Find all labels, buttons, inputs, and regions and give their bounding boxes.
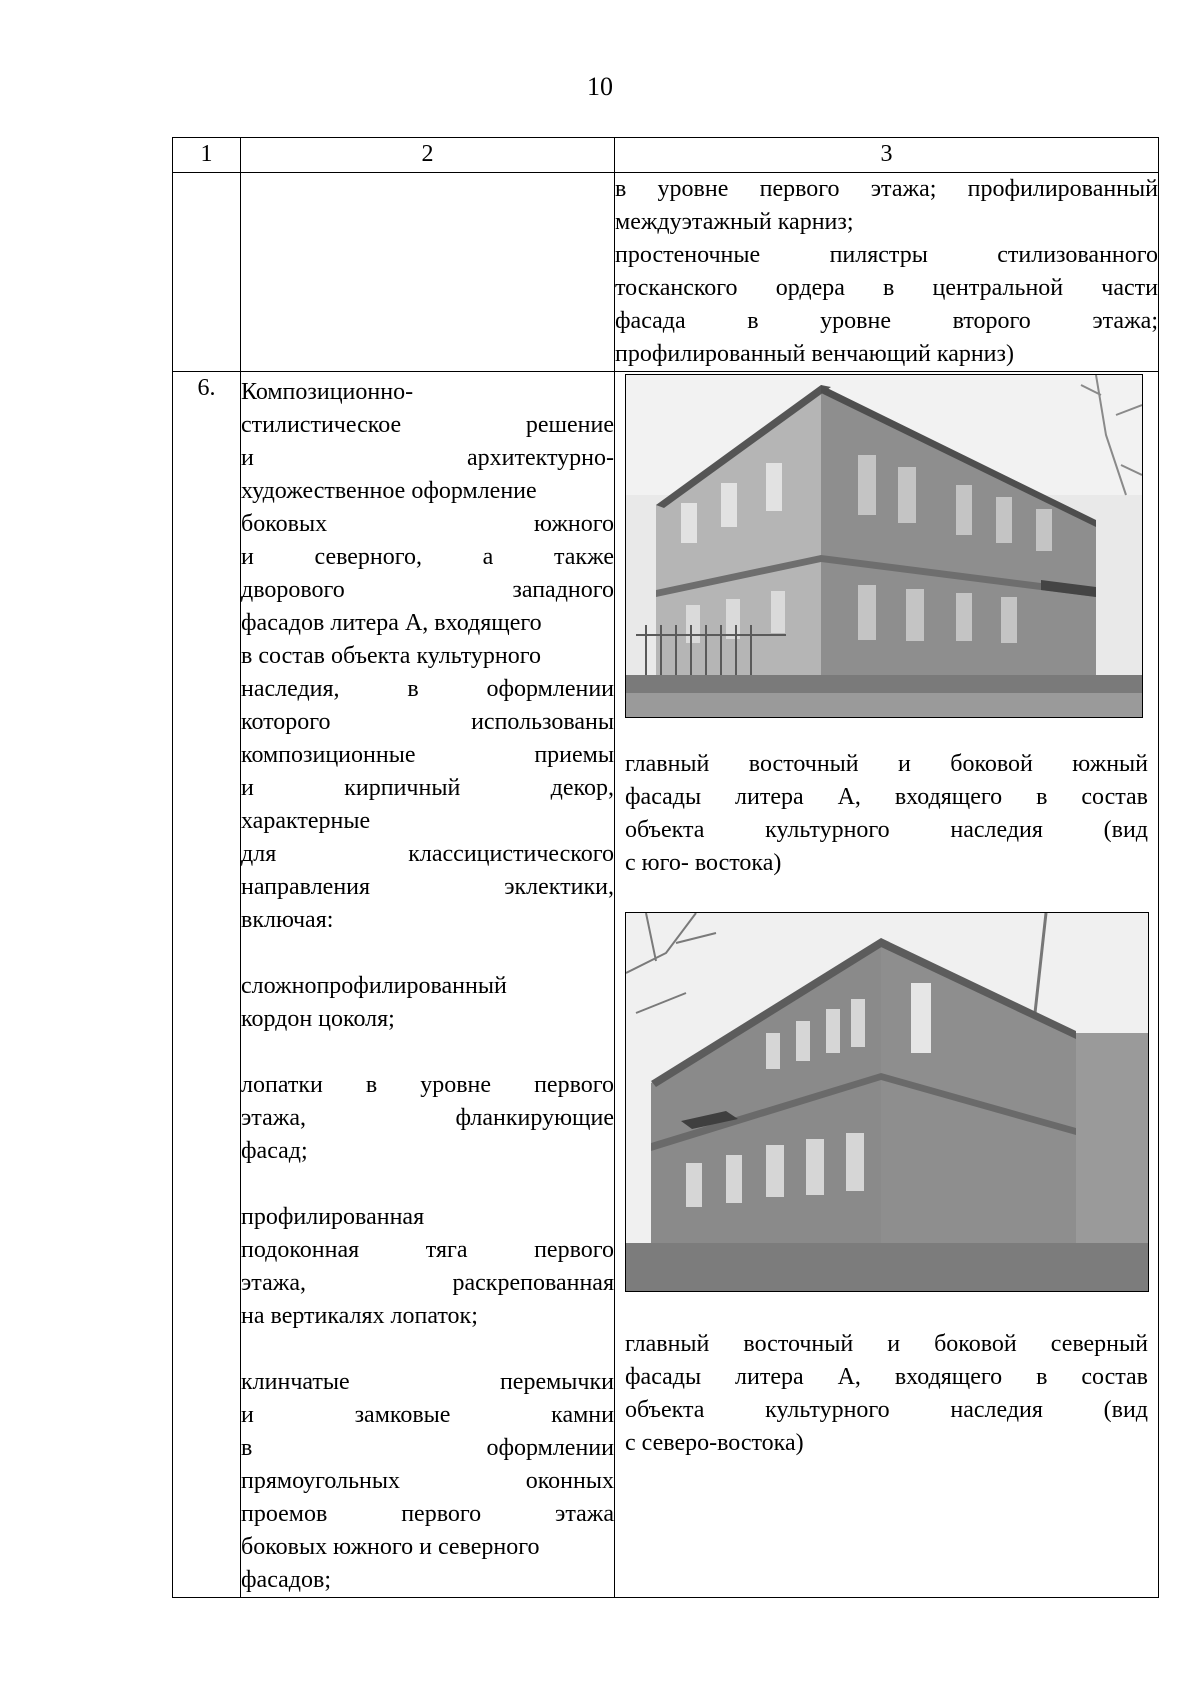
text-line: и северного, а также [241,544,614,570]
text-line: фасадов; [241,1567,332,1593]
text-line: фасады литера А, входящего в состав [625,784,1148,810]
text-line: для классицистического [241,841,614,867]
text-line: направления эклектики, [241,874,614,900]
text-line: Композиционно- [241,379,414,405]
building-photo-northeast [625,912,1149,1292]
text-line: и архитектурно- [241,445,614,471]
text-line: фасад; [241,1138,308,1164]
row-6-intro [241,376,614,937]
text-line: этажа, фланкирующие [241,1105,614,1131]
text-line: лопатки в уровне первого [241,1072,614,1098]
table-header-row [173,138,1159,173]
text-line: объекта культурного наследия (вид [625,817,1148,843]
text-line: простеночные пилястры стилизованного [615,242,1158,268]
text-line: и кирпичный декор, [241,775,614,801]
text-line: главный восточный и боковой северный [625,1331,1148,1357]
photo-image [626,913,1148,1291]
list-item-1 [241,970,614,1036]
header-col-3: 3 [615,138,1159,173]
text-line: проемов первого этажа [241,1501,614,1527]
photo-image [626,375,1142,717]
text-line: профилированный венчающий карниз) [615,341,1014,367]
text-line: в оформлении [241,1435,614,1461]
list-item-3 [241,1201,614,1333]
page-number: 10 [587,72,613,101]
text-line: включая: [241,907,334,933]
text-line: клинчатые перемычки [241,1369,614,1395]
text-line: сложнопрофилированный [241,973,507,999]
text-line: фасады литера А, входящего в состав [625,1364,1148,1390]
text-line: которого использованы [241,709,614,735]
text-line: фасада в уровне второго этажа; [615,308,1158,334]
text-line: прямоугольных оконных [241,1468,614,1494]
document-table [172,137,1159,1598]
text-line: стилистическое решение [241,412,614,438]
continuation-row [173,173,1159,372]
text-line: этажа, раскрепованная [241,1270,614,1296]
continuation-number-cell [173,173,241,372]
text-line: в уровне первого этажа; профилированный [615,176,1158,202]
continuation-description-cell [615,173,1159,372]
text-line: на вертикалях лопаток; [241,1303,478,1329]
list-item-2 [241,1069,614,1168]
text-line: междуэтажный карниз; [615,209,854,235]
text-line: наследия, в оформлении [241,676,614,702]
text-line: характерные [241,808,371,834]
text-line: подоконная тяга первого [241,1237,614,1263]
text-line: и замковые камни [241,1402,614,1428]
text-line: боковых южного и северного [241,1534,540,1560]
text-line: объекта культурного наследия (вид [625,1397,1148,1423]
text-line: тосканского ордера в центральной части [615,275,1158,301]
building-photo-southeast [625,374,1143,718]
photo-2-caption [625,1328,1148,1460]
photo-1-caption [625,748,1148,880]
row-6-description-cell [241,372,615,1598]
text-line: с северо-востока) [625,1430,804,1456]
table-row-6 [173,372,1159,1598]
continuation-name-cell [241,173,615,372]
text-line: художественное оформление [241,478,537,504]
text-line: в состав объекта культурного [241,643,541,669]
text-line: композиционные приемы [241,742,614,768]
text-line: фасадов литера А, входящего [241,610,542,636]
text-line: кордон цоколя; [241,1006,395,1032]
row-6-photos-cell [615,372,1159,1598]
header-col-1: 1 [173,138,241,173]
list-item-4 [241,1366,614,1597]
row-number: 6. [173,372,241,1598]
text-line: главный восточный и боковой южный [625,751,1148,777]
text-line: с юго- востока) [625,850,782,876]
text-line: профилированная [241,1204,425,1230]
header-col-2: 2 [241,138,615,173]
text-line: боковых южного [241,511,614,537]
text-line: дворового западного [241,577,614,603]
